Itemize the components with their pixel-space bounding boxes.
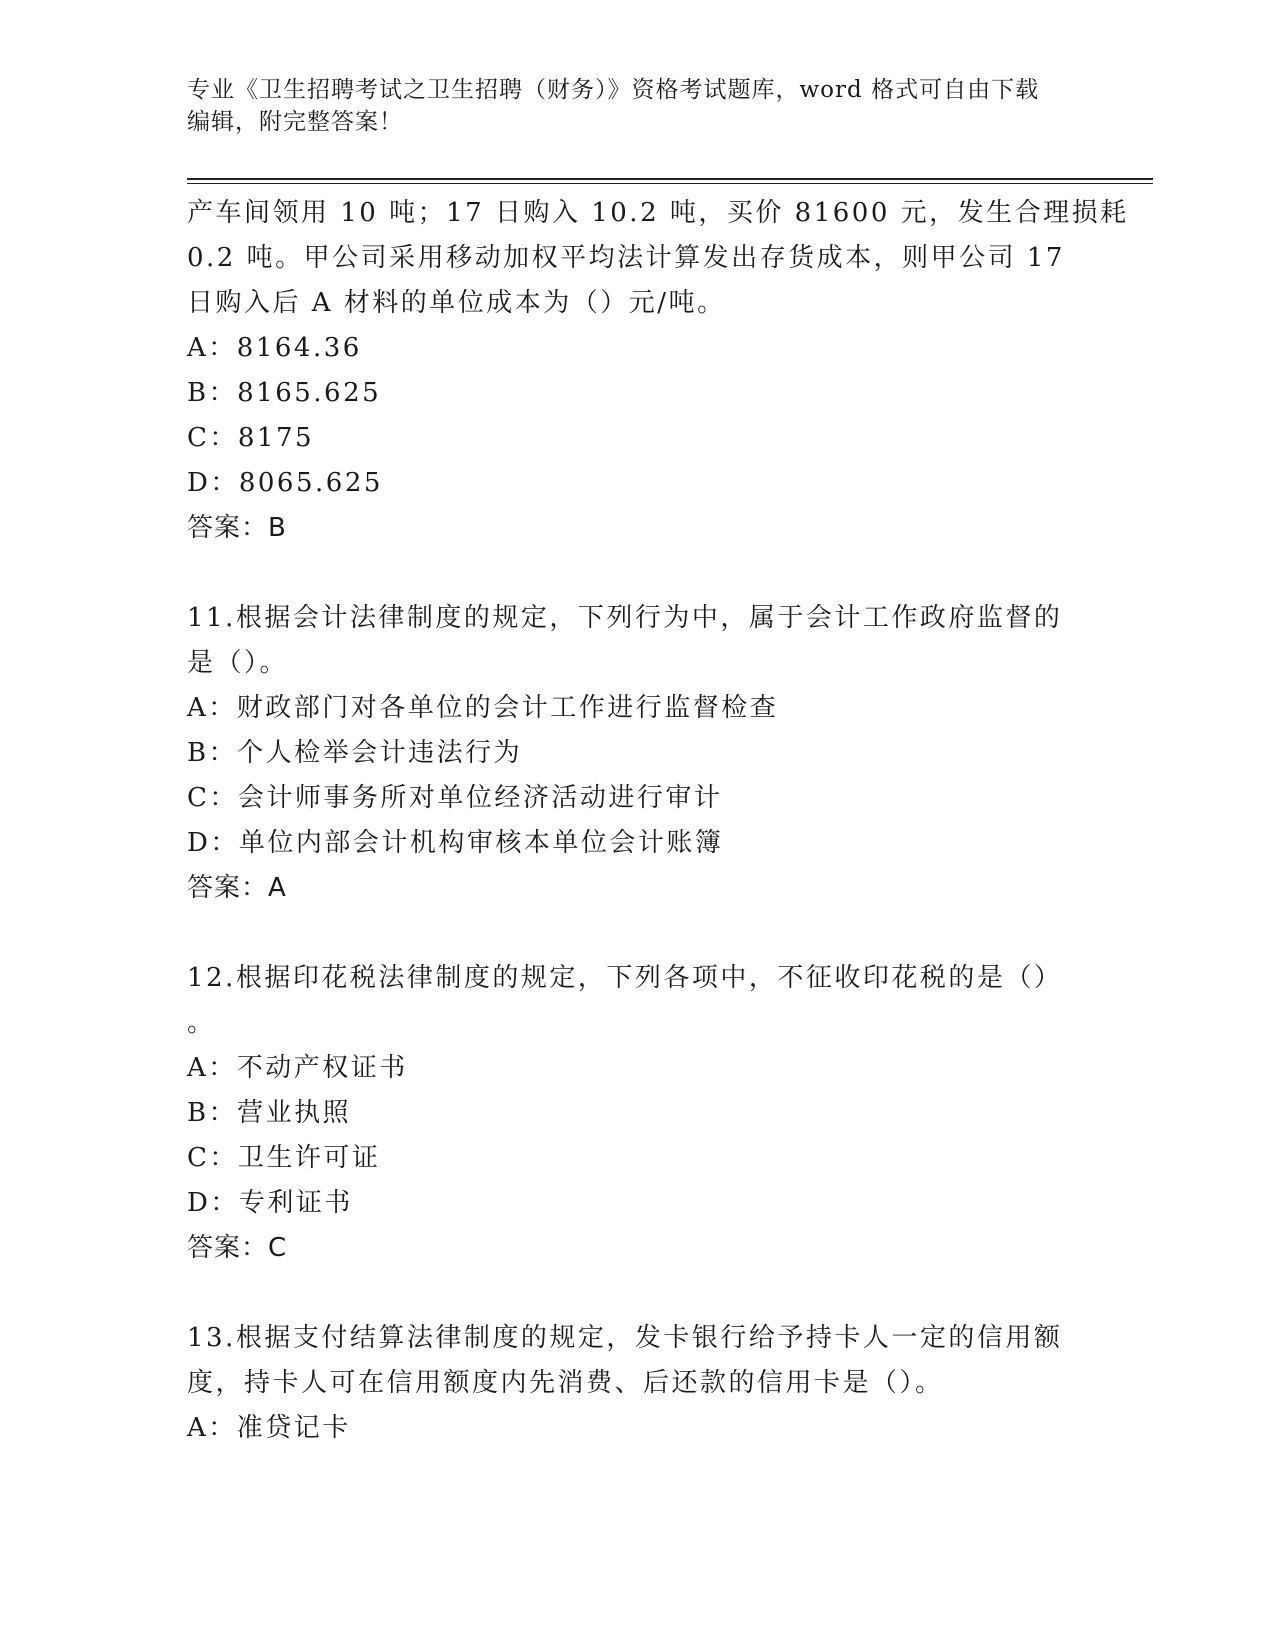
- question-10: [187, 191, 1129, 551]
- answer: 答案：C: [187, 1233, 288, 1263]
- spacer: [187, 1271, 1087, 1316]
- option-b: B：8165.625: [187, 378, 382, 408]
- header-line-2: 编辑，附完整答案！: [187, 109, 403, 135]
- option-d: D：单位内部会计机构审核本单位会计账簿: [187, 828, 724, 858]
- header-line-1: 专业《卫生招聘考试之卫生招聘（财务）》资格考试题库，word 格式可自由下载: [187, 77, 1040, 103]
- question-text-line: 度，持卡人可在信用额度内先消费、后还款的信用卡是（）。: [187, 1368, 944, 1398]
- option-a: A：不动产权证书: [187, 1053, 408, 1083]
- question-text-line: 0.2 吨。甲公司采用移动加权平均法计算发出存货成本，则甲公司 17: [187, 243, 1065, 273]
- question-text-line: 产车间领用 10 吨；17 日购入 10.2 吨，买价 81600 元，发生合理损耗: [187, 198, 1129, 228]
- question-13: [187, 1316, 1087, 1451]
- answer: 答案：B: [187, 513, 287, 543]
- question-12: [187, 956, 1087, 1271]
- option-a: A：准贷记卡: [187, 1413, 351, 1443]
- option-a: A：财政部门对各单位的会计工作进行监督检查: [187, 693, 779, 723]
- option-d: D：专利证书: [187, 1188, 353, 1218]
- spacer: [187, 911, 1087, 956]
- option-c: C：8175: [187, 423, 315, 453]
- page-header: [187, 74, 1067, 138]
- question-text-line: 11.根据会计法律制度的规定，下列行为中，属于会计工作政府监督的: [187, 603, 1063, 633]
- option-b: B：营业执照: [187, 1098, 352, 1128]
- option-c: C：会计师事务所对单位经济活动进行审计: [187, 783, 723, 813]
- document-body: [187, 191, 1129, 1451]
- header-rule-thin: [187, 183, 1153, 184]
- option-a: A：8164.36: [187, 333, 362, 363]
- question-text-line: 日购入后 A 材料的单位成本为（）元/吨。: [187, 288, 726, 318]
- question-text-line: 12.根据印花税法律制度的规定，下列各项中，不征收印花税的是（）: [187, 963, 1063, 993]
- question-text-line: 。: [187, 1008, 216, 1038]
- question-text-line: 13.根据支付结算法律制度的规定，发卡银行给予持卡人一定的信用额: [187, 1323, 1063, 1353]
- question-11: [187, 596, 1087, 911]
- question-text-line: 是（）。: [187, 648, 289, 678]
- answer: 答案：A: [187, 873, 287, 903]
- spacer: [187, 551, 1087, 596]
- option-c: C：卫生许可证: [187, 1143, 381, 1173]
- option-d: D：8065.625: [187, 468, 383, 498]
- option-b: B：个人检举会计违法行为: [187, 738, 523, 768]
- header-rule-thick: [187, 178, 1153, 180]
